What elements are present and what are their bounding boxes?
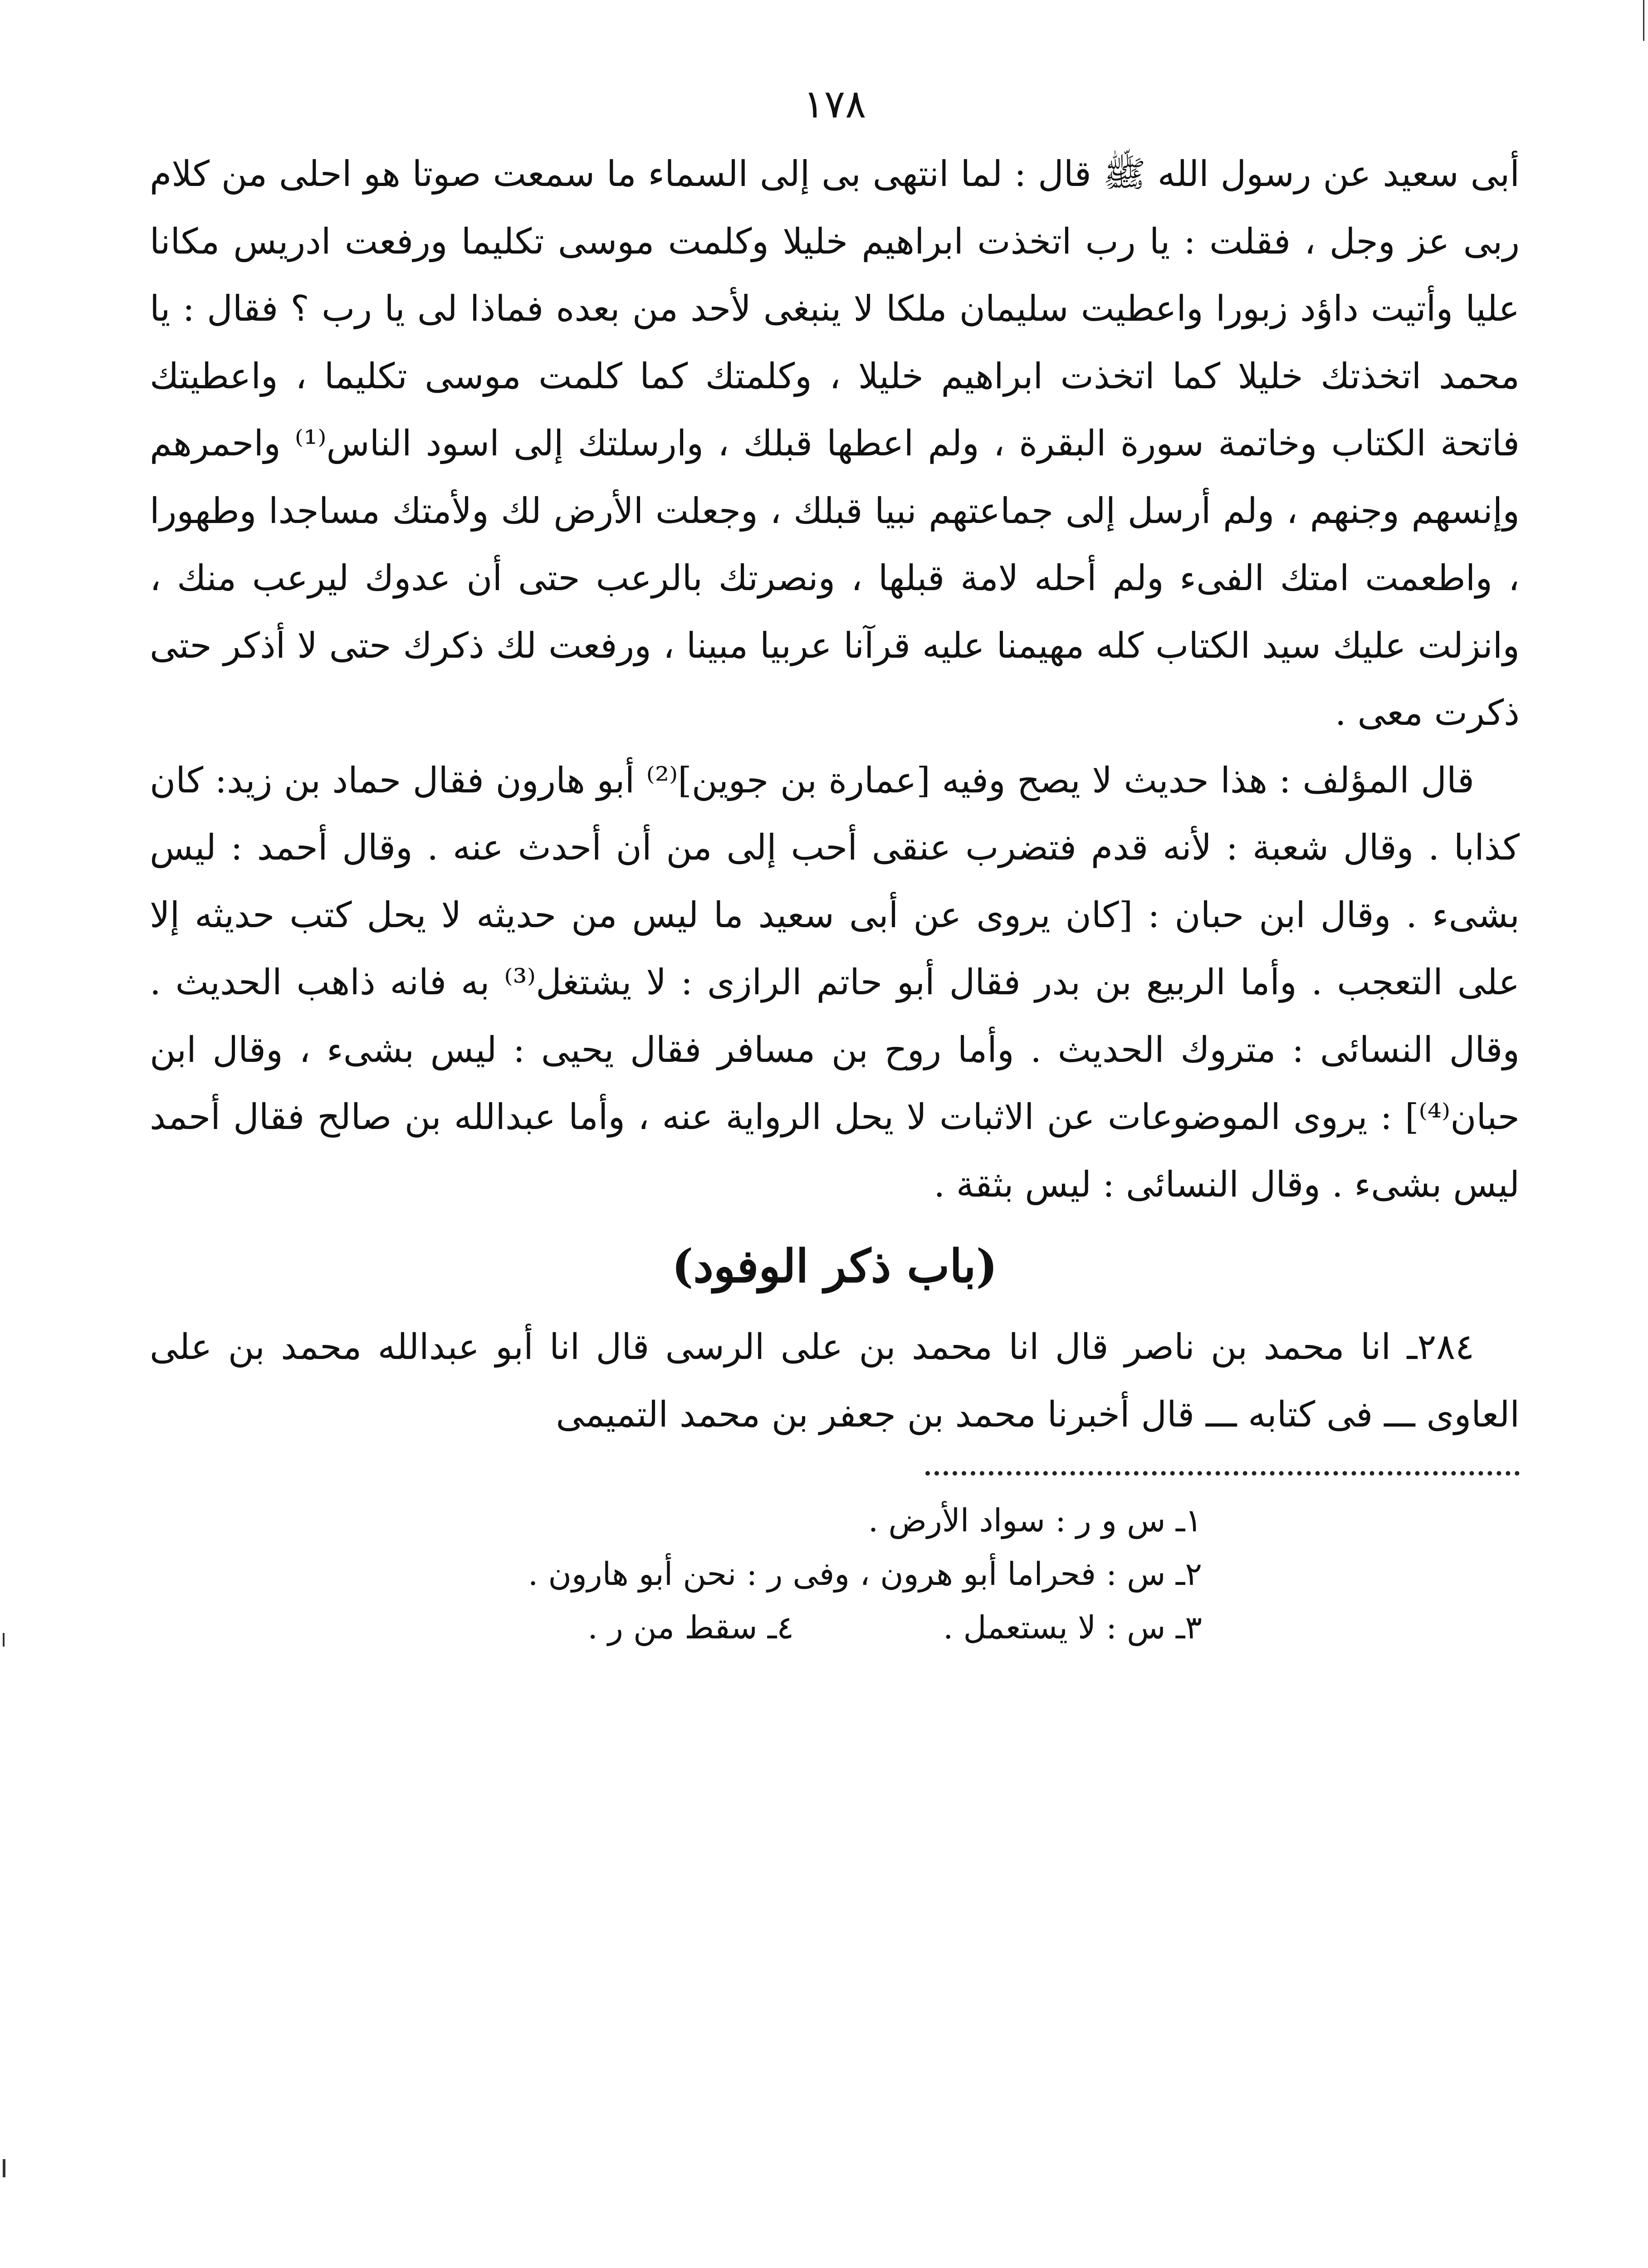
- main-text: [150, 141, 1520, 1218]
- hadith-284: ٢٨٤ـ انا محمد بن ناصر قال انا محمد بن على الرسى قال انا أبو عبدالله محمد بن على العاوى ـــ فى كتابه ـــ قال أخبرنا محمد بن جعفر بن محمد التميمى: [150, 1327, 1520, 1435]
- section-heading: (باب ذكر الوفود): [672, 1239, 998, 1293]
- footnotes: [150, 1494, 1520, 1654]
- scan-edge-mark: [3, 2159, 5, 2177]
- footnote-3: ٣ـ س : لا يستعمل .: [943, 1609, 1202, 1646]
- footnote-divider: [925, 1471, 1520, 1476]
- footnote-2: ٢ـ س : فحراما أبو هرون ، وفى ر : نحن أبو هارون .: [528, 1555, 1202, 1593]
- footnote-row-3-4: [150, 1601, 1202, 1654]
- document-page: [150, 77, 1520, 2268]
- paragraph-hadith-body: أبى سعيد عن رسول الله ﷺ قال : لما انتهى بى إلى السماء ما سمعت صوتا هو احلى من كلام ربى عز وجل ، فقلت : يا رب اتخذت ابراهيم خليلا وكلمت موسى تكليما ورفعت ادريس مكانا عليا وأتيت داؤد زبورا واعطيت سليمان ملكا لا ينبغى لأحد من بعده فماذا لى يا رب ؟ فقال : يا محمد اتخذتك خليلا كما اتخذت ابراهيم خليلا ، وكلمتك كما كلمت موسى تكليما ، واعطيتك فاتحة الكتاب وخاتمة سورة البقرة ، ولم اعطها قبلك ، وارسلتك إلى اسود الناس⁽¹⁾ واحمرهم وإنسهم وجنهم ، ولم أرسل إلى جماعتهم نبيا قبلك ، وجعلت الأرض لك ولأمتك مساجدا وطهورا ، واطعمت امتك الفىء ولم أحله لامة قبلها ، ونصرتك بالرعب حتى أن عدوك ليرعب منك ، وانزلت عليك سيد الكتاب كله مهيمنا عليه قرآنا عربيا مبينا ، ورفعت لك ذكرك حتى لا أذكر حتى ذكرت معى .: [150, 154, 1520, 733]
- page-number: ١٧٨: [803, 82, 866, 127]
- footnote-1: ١ـ س و ر : سواد الأرض .: [868, 1502, 1202, 1539]
- scan-edge-mark: [1643, 0, 1644, 41]
- scan-edge-mark: [3, 1633, 5, 1647]
- paragraph-author-comment: قال المؤلف : هذا حديث لا يصح وفيه [عمارة بن جوين]⁽²⁾ أبو هارون فقال حماد بن زيد: كان كذابا . وقال شعبة : لأنه قدم فتضرب عنقى أحب إلى من أن أحدث عنه . وقال أحمد : ليس بشىء . وقال ابن حبان : [كان يروى عن أبى سعيد ما ليس من حديثه لا يحل كتب حديثه إلا على التعجب . وأما الربيع بن بدر فقال أبو حاتم الرازى : لا يشتغل⁽³⁾ به فانه ذاهب الحديث . وقال النسائى : متروك الحديث . وأما روح بن مسافر فقال يحيى : ليس بشىء ، وقال ابن حبان⁽⁴⁾] : يروى الموضوعات عن الاثبات لا يحل الرواية عنه ، وأما عبدالله بن صالح فقال أحمد ليس بشىء . وقال النسائى : ليس بثقة .: [150, 760, 1520, 1205]
- footnote-4: ٤ـ سقط من ر .: [587, 1609, 794, 1646]
